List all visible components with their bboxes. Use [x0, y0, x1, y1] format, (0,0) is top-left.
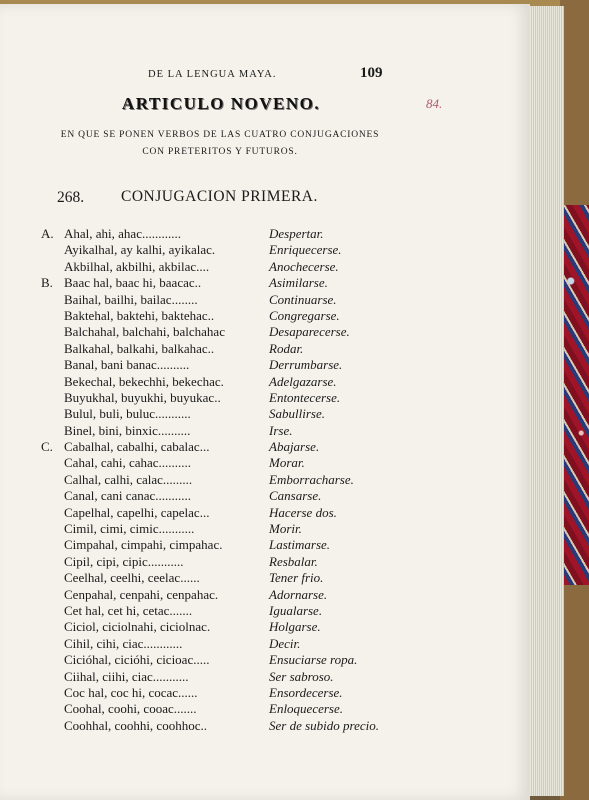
verb-forms: Bulul, buli, buluc...........	[64, 406, 191, 422]
verb-list	[0, 226, 530, 734]
verb-meaning: Decir.	[269, 635, 301, 651]
verb-meaning: Morar.	[269, 455, 305, 471]
entry-letter: A.	[41, 226, 54, 241]
verb-entry	[0, 275, 530, 291]
verb-meaning: Ser sabroso.	[269, 668, 334, 684]
verb-entry	[0, 488, 530, 504]
verb-entry	[0, 636, 530, 652]
verb-meaning: Anochecerse.	[269, 258, 339, 274]
verb-meaning: Derrumbarse.	[269, 357, 343, 373]
verb-entry	[0, 406, 530, 422]
verb-forms: Cahal, cahi, cahac..........	[64, 455, 192, 471]
verb-forms: Coohhal, coohhi, coohhoc..	[64, 717, 207, 733]
article-subtitle-line-1: EN QUE SE PONEN VERBOS DE LAS CUATRO CONJUGACIONES	[60, 130, 380, 140]
verb-entry	[0, 652, 530, 668]
verb-entry	[0, 587, 530, 603]
verb-entry	[0, 554, 530, 570]
verb-entry	[0, 374, 530, 390]
verb-meaning: Hacerse dos.	[269, 504, 337, 520]
article-subtitle-line-2: CON PRETERITOS Y FUTUROS.	[142, 147, 298, 157]
verb-forms: Ayikalhal, ay kalhi, ayikalac.	[64, 242, 216, 258]
verb-forms: Buyukhal, buyukhi, buyukac..	[64, 389, 221, 405]
verb-meaning: Asimilarse.	[269, 275, 328, 291]
verb-meaning: Desaparecerse.	[269, 324, 350, 340]
verb-forms: Binel, bini, binxic..........	[64, 422, 191, 438]
verb-entry	[0, 472, 530, 488]
verb-forms: Coc hal, coc hi, cocac......	[64, 684, 198, 700]
verb-entry	[0, 324, 530, 340]
verb-entry	[0, 701, 530, 717]
page-edges	[527, 6, 564, 796]
verb-forms: Ceelhal, ceelhi, ceelac......	[64, 570, 200, 586]
verb-forms: Banal, bani banac..........	[64, 357, 190, 373]
verb-forms: Baac hal, baac hi, baacac..	[64, 275, 202, 291]
verb-meaning: Sabullirse.	[269, 406, 325, 422]
verb-forms: Cicióhal, cicióhi, cicioac.....	[64, 652, 210, 668]
verb-entry	[0, 537, 530, 553]
verb-meaning: Entontecerse.	[269, 389, 341, 405]
verb-forms: Cihil, cihi, ciac............	[64, 635, 183, 651]
verb-meaning: Enriquecerse.	[269, 242, 342, 258]
verb-forms: Calhal, calhi, calac.........	[64, 471, 193, 487]
verb-entry	[0, 603, 530, 619]
verb-entry	[0, 423, 530, 439]
verb-meaning: Ensordecerse.	[269, 684, 343, 700]
verb-entry	[0, 308, 530, 324]
verb-entry	[0, 242, 530, 258]
verb-entry	[0, 718, 530, 734]
verb-meaning: Cansarse.	[269, 488, 322, 504]
verb-meaning: Adornarse.	[269, 586, 328, 602]
verb-entry	[0, 619, 530, 635]
entry-letter: B.	[41, 275, 53, 291]
verb-meaning: Resbalar.	[269, 553, 318, 569]
article-title: ARTICULO NOVENO.	[121, 94, 321, 113]
verb-forms: Balchahal, balchahi, balchahac	[64, 324, 225, 340]
verb-meaning: Abajarse.	[269, 439, 320, 455]
verb-forms: Cipil, cipi, cipic...........	[64, 553, 184, 569]
verb-meaning: Lastimarse.	[269, 537, 331, 553]
verb-forms: Canal, cani canac...........	[64, 488, 192, 504]
verb-meaning: Ensuciarse ropa.	[269, 652, 358, 668]
verb-entry	[0, 357, 530, 373]
verb-meaning: Continuarse.	[269, 291, 337, 307]
verb-forms: Cimil, cimi, cimic...........	[64, 521, 195, 537]
verb-forms: Akbilhal, akbilhi, akbilac....	[64, 258, 210, 274]
verb-meaning: Despertar.	[269, 226, 324, 241]
verb-meaning: Ser de subido precio.	[269, 717, 379, 733]
verb-entry	[0, 455, 530, 471]
entry-letter: C.	[41, 439, 53, 455]
verb-meaning: Congregarse.	[269, 307, 340, 323]
verb-entry	[0, 439, 530, 455]
marbled-endpaper	[563, 205, 589, 585]
verb-entry	[0, 259, 530, 275]
verb-forms: Capelhal, capelhi, capelac...	[64, 504, 210, 520]
verb-meaning: Morir.	[269, 521, 302, 537]
verb-entry	[0, 390, 530, 406]
page-number: 109	[360, 65, 383, 81]
verb-forms: Cimpahal, cimpahi, cimpahac.	[64, 537, 223, 553]
section-number: 268.	[57, 189, 85, 206]
verb-forms: Baktehal, baktehi, baktehac..	[64, 307, 215, 323]
verb-meaning: Rodar.	[269, 340, 304, 356]
verb-forms: Balkahal, balkahi, balkahac..	[64, 340, 215, 356]
verb-meaning: Igualarse.	[269, 602, 323, 618]
verb-forms: Cet hal, cet hi, cetac.......	[64, 602, 193, 618]
verb-entry	[0, 669, 530, 685]
verb-entry	[0, 685, 530, 701]
verb-entry	[0, 570, 530, 586]
verb-entry	[0, 292, 530, 308]
verb-forms: Cenpahal, cenpahi, cenpahac.	[64, 586, 219, 602]
verb-forms: Baihal, bailhi, bailac........	[64, 291, 198, 307]
verb-entry	[0, 505, 530, 521]
verb-forms: Coohal, coohi, cooac.......	[64, 701, 197, 717]
verb-meaning: Emborracharse.	[269, 471, 354, 487]
section-title: CONJUGACION PRIMERA.	[121, 188, 318, 205]
verb-forms: Ciihal, ciihi, ciac...........	[64, 668, 189, 684]
verb-meaning: Tener frio.	[269, 570, 324, 586]
verb-entry	[0, 226, 530, 242]
verb-entry	[0, 341, 530, 357]
verb-forms: Ahal, ahi, ahac............	[64, 226, 181, 241]
pencil-annotation: 84.	[426, 96, 443, 111]
book-page	[0, 4, 530, 800]
verb-forms: Ciciol, ciciolnahi, ciciolnac.	[64, 619, 211, 635]
running-head: DE LA LENGUA MAYA.	[148, 69, 277, 80]
verb-entry	[0, 521, 530, 537]
verb-meaning: Irse.	[269, 422, 293, 438]
verb-forms: Bekechal, bekechhi, bekechac.	[64, 373, 224, 389]
verb-meaning: Enloquecerse.	[269, 701, 344, 717]
verb-meaning: Holgarse.	[269, 619, 321, 635]
verb-meaning: Adelgazarse.	[269, 373, 337, 389]
verb-forms: Cabalhal, cabalhi, cabalac...	[64, 439, 210, 455]
